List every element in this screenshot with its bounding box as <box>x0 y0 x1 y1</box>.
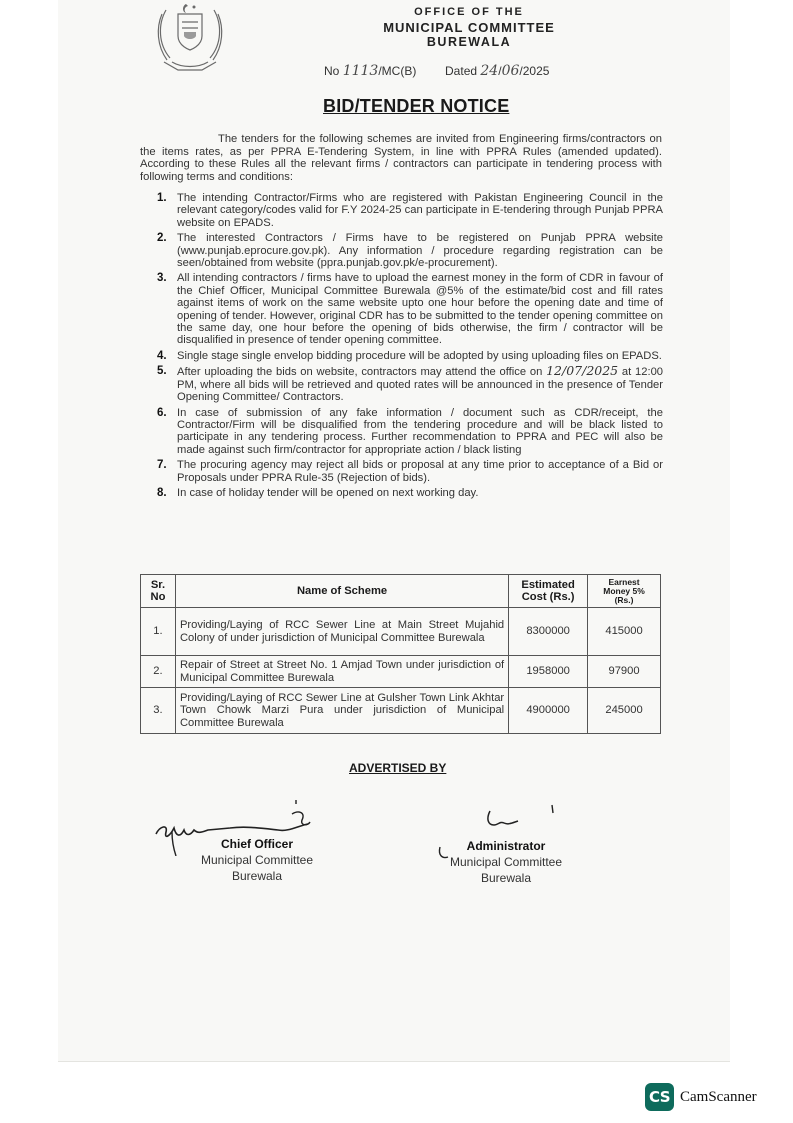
header-scheme-name: Name of Scheme <box>175 575 508 608</box>
cell-sr: 3. <box>141 688 176 734</box>
advertised-by-label: ADVERTISED BY <box>349 761 447 775</box>
cell-sr: 2. <box>141 656 176 688</box>
table-row <box>141 688 661 734</box>
reference-line: No 1113/MC(B) Dated 24/06/2025 <box>324 63 550 79</box>
intro-text: The tenders for the following schemes are invited from Engineering firms/contractors on the items rates, as per PPRA E-Tendering System, in line with PPRA Rules (amended updated). According to these Rules all the relevant firms / contractors can participate in tendering process with following terms and conditions: <box>140 133 662 183</box>
term-number: 2. <box>157 232 167 245</box>
dated-month: 06 <box>501 63 520 79</box>
term-item <box>157 350 663 362</box>
cell-earnest: 245000 <box>588 688 661 734</box>
term-number: 7. <box>157 459 167 472</box>
header-estimated-cost: Estimated Cost (Rs.) <box>509 575 588 608</box>
chief-officer-title: Chief Officer <box>220 837 293 851</box>
term-item <box>157 407 663 457</box>
administrator-city: Burewala <box>480 871 532 885</box>
chief-officer-city: Burewala <box>231 869 283 883</box>
camscanner-watermark <box>645 1083 757 1111</box>
term-number: 3. <box>157 272 167 285</box>
notice-title: BID/TENDER NOTICE <box>323 96 510 116</box>
intro-paragraph <box>140 133 662 183</box>
ref-no-value: 1113 <box>342 63 379 79</box>
dated-day: 24 <box>480 63 499 79</box>
term-text: In case of submission of any fake information / document such as CDR/receipt, the Contractor/Firm will be disqualified from the tendering procedure and will be black listed to participate in any tendering process. Further recommendation to PPRA and PEC will also be made against such firm/contractor for appropriate action / black listing <box>177 406 663 456</box>
dated-year: /2025 <box>519 64 550 78</box>
term-item <box>157 365 663 403</box>
chief-officer-block <box>182 836 332 884</box>
term-number: 4. <box>157 349 167 362</box>
cell-scheme-name: Repair of Street at Street No. 1 Amjad Town under jurisdiction of Municipal Committee Burewala <box>175 656 508 688</box>
term-text: The procuring agency may reject all bids or proposal at any time prior to acceptance of a Bid or Proposals under PPRA Rule-35 (Rejection of bids). <box>177 459 663 484</box>
term-number: 6. <box>157 406 167 419</box>
header-sr-no: Sr. No <box>141 575 176 608</box>
office-line2: MUNICIPAL COMMITTEE <box>383 20 555 35</box>
cell-earnest: 97900 <box>588 656 661 688</box>
term-item <box>157 232 663 269</box>
administrator-org: Municipal Committee <box>449 855 563 869</box>
term-number: 8. <box>157 486 167 499</box>
camscanner-logo-icon: CS <box>645 1083 674 1111</box>
term-number: 5. <box>157 365 167 378</box>
term-item <box>157 192 663 229</box>
cell-cost: 8300000 <box>509 608 588 656</box>
term-item <box>157 487 663 499</box>
term-text: The intending Contractor/Firms who are registered with Pakistan Engineering Council in the relevant category/codes valid for F.Y 2024-25 can participate in E-tendering through Punjab PPRA website on EPADS. <box>177 192 663 229</box>
term-text: Single stage single envelop bidding procedure will be adopted by using uploading files on EPADS. <box>177 349 662 362</box>
term-item <box>157 272 663 346</box>
cell-scheme-name: Providing/Laying of RCC Sewer Line at Gulsher Town Link Akhtar Town Chowk Marzi Pura under jurisdiction of Municipal Committee Burewala <box>175 688 508 734</box>
cell-cost: 4900000 <box>509 688 588 734</box>
cell-scheme-name: Providing/Laying of RCC Sewer Line at Main Street Mujahid Colony of under jurisdiction of Municipal Committee Burewala <box>175 608 508 656</box>
administrator-title: Administrator <box>466 839 546 853</box>
administrator-block <box>431 838 581 886</box>
crest-emblem-icon <box>148 0 232 74</box>
term-text: The interested Contractors / Firms have to be registered on Punjab PPRA website (www.punjab.eprocure.gov.pk). Any information / procedure regarding registration can be seen/obtained from website (ppra.punjab.gov.pk/e-procurement). <box>177 232 663 270</box>
table-row <box>141 608 661 656</box>
table-row <box>141 656 661 688</box>
header-earnest-money: Earnest Money 5% (Rs.) <box>588 575 661 608</box>
term-text: at 12:00 PM, where all bids will be retrieved and quoted rates will be announced in the presence of Tender Opening Committee/ Contractors. <box>177 366 664 404</box>
ref-no-suffix: /MC(B) <box>378 64 417 78</box>
term-text: All intending contractors / firms have to upload the earnest money in the form of CDR in favour of the Chief Officer, Municipal Committee Burewala @5% of the estimate/bid cost and fill rates against items of work on the same website upto one hour before the opening date and time of opening of tender. However, original CDR has to be submitted to the tender opening committee on the same day, one hour before the opening of bids otherwise, the firm / contractor will be disqualified in presence of tender opening committee. <box>177 272 663 347</box>
office-header <box>340 5 598 50</box>
office-line1: OFFICE OF THE <box>414 6 524 18</box>
cell-sr: 1. <box>141 608 176 656</box>
term-text: In case of holiday tender will be opened on next working day. <box>177 486 479 499</box>
office-line3: BUREWALA <box>426 35 512 49</box>
table-header-row <box>141 575 661 608</box>
camscanner-label: CamScanner <box>680 1088 757 1105</box>
opening-date-handwritten: 12/07/2025 <box>546 363 619 379</box>
cell-cost: 1958000 <box>509 656 588 688</box>
term-text: After uploading the bids on website, contractors may attend the office on <box>177 366 543 379</box>
schemes-table <box>140 574 661 734</box>
chief-officer-org: Municipal Committee <box>200 853 314 867</box>
term-number: 1. <box>157 192 167 204</box>
term-item <box>157 459 663 484</box>
terms-list <box>157 192 663 502</box>
ref-no-label: No <box>324 64 340 78</box>
cell-earnest: 415000 <box>588 608 661 656</box>
dated-label: Dated <box>445 64 478 78</box>
